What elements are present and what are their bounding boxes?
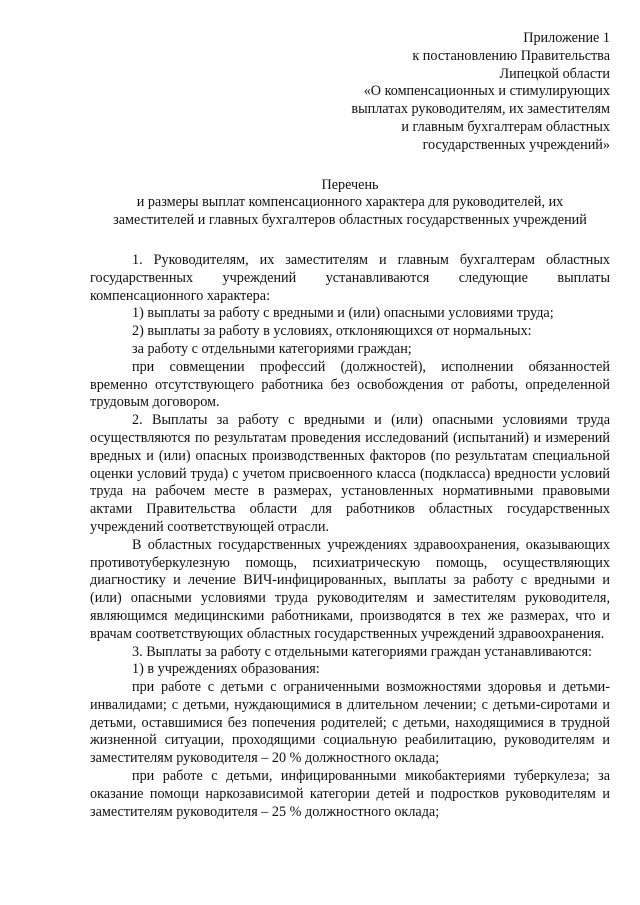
paragraph: при работе с детьми с ограниченными возможностями здоровья и детьми-инвалидами; с детьми, нуждающимися в длительном лечении; с детьми-сиротами и детьми, оставшимися без попечения родителей; с детьми, находящимися в трудной жизненной ситуации, проходящими социальную реабилитацию, руководителям и заместителям руководителя – 20 % должностного оклада;	[90, 679, 610, 767]
title-line: заместителей и главных бухгалтеров областных государственных учреждений	[113, 212, 587, 229]
paragraph: 1) выплаты за работу с вредными и (или) опасными условиями труда;	[132, 305, 554, 322]
appendix-line: государственных учреждений»	[422, 136, 610, 153]
document-body	[90, 252, 610, 822]
document-title	[90, 177, 610, 230]
paragraph: при работе с детьми, инфицированными микобактериями туберкулеза; за оказание помощи наркозависимой категории детей и подростков руководителям и заместителям руководителя – 25 % должностного оклада;	[90, 768, 610, 820]
paragraph: В областных государственных учреждениях здравоохранения, оказывающих противотуберкулезную помощь, психиатрическую помощь, осуществляющих диагностику и лечение ВИЧ-инфицированных, выплаты за работу с вредными и (или) опасными условиями труда руководителям и заместителям руководителя, являющимся медицинскими работниками, производятся в тех же размерах, что и врачам соответствующих областных государственных учреждений здравоохранения.	[90, 536, 610, 642]
paragraph: 3. Выплаты за работу с отдельными категориями граждан устанавливаются:	[132, 643, 592, 660]
appendix-line: Приложение 1	[523, 30, 610, 46]
paragraph: при совмещении профессий (должностей), исполнении обязанностей временно отсутствующего работника без освобождения от работы, определенной трудовым договором.	[90, 358, 610, 411]
paragraph: 1. Руководителям, их заместителям и главным бухгалтерам областных государственных учреждений устанавливаются следующие выплаты компенсационного характера:	[90, 251, 610, 304]
paragraph: за работу с отдельными категориями граждан;	[132, 340, 412, 357]
title-line: Перечень	[321, 176, 379, 193]
appendix-line: и главным бухгалтерам областных	[401, 118, 610, 135]
title-line: и размеры выплат компенсационного характера для руководителей, их	[136, 194, 564, 211]
appendix-header	[90, 30, 610, 155]
paragraph: 2) выплаты за работу в условиях, отклоняющихся от нормальных:	[132, 323, 532, 340]
appendix-line: Липецкой области	[499, 65, 610, 82]
appendix-line: выплатах руководителям, их заместителям	[351, 101, 610, 118]
paragraph: 1) в учреждениях образования:	[132, 661, 320, 678]
paragraph: 2. Выплаты за работу с вредными и (или) опасными условиями труда осуществляются по результатам проведения исследований (испытаний) и измерений вредных и (или) опасных производственных факторов (по результатам специальной оценки условий труда) с учетом присвоенного класса (подкласса) вредности условий труда на рабочем месте в размерах, установленных нормативными правовыми актами Правительства области для работников областных государственных учреждений соответствующей отрасли.	[90, 412, 610, 535]
appendix-line: «О компенсационных и стимулирующих	[363, 83, 610, 100]
appendix-line: к постановлению Правительства	[412, 47, 610, 64]
